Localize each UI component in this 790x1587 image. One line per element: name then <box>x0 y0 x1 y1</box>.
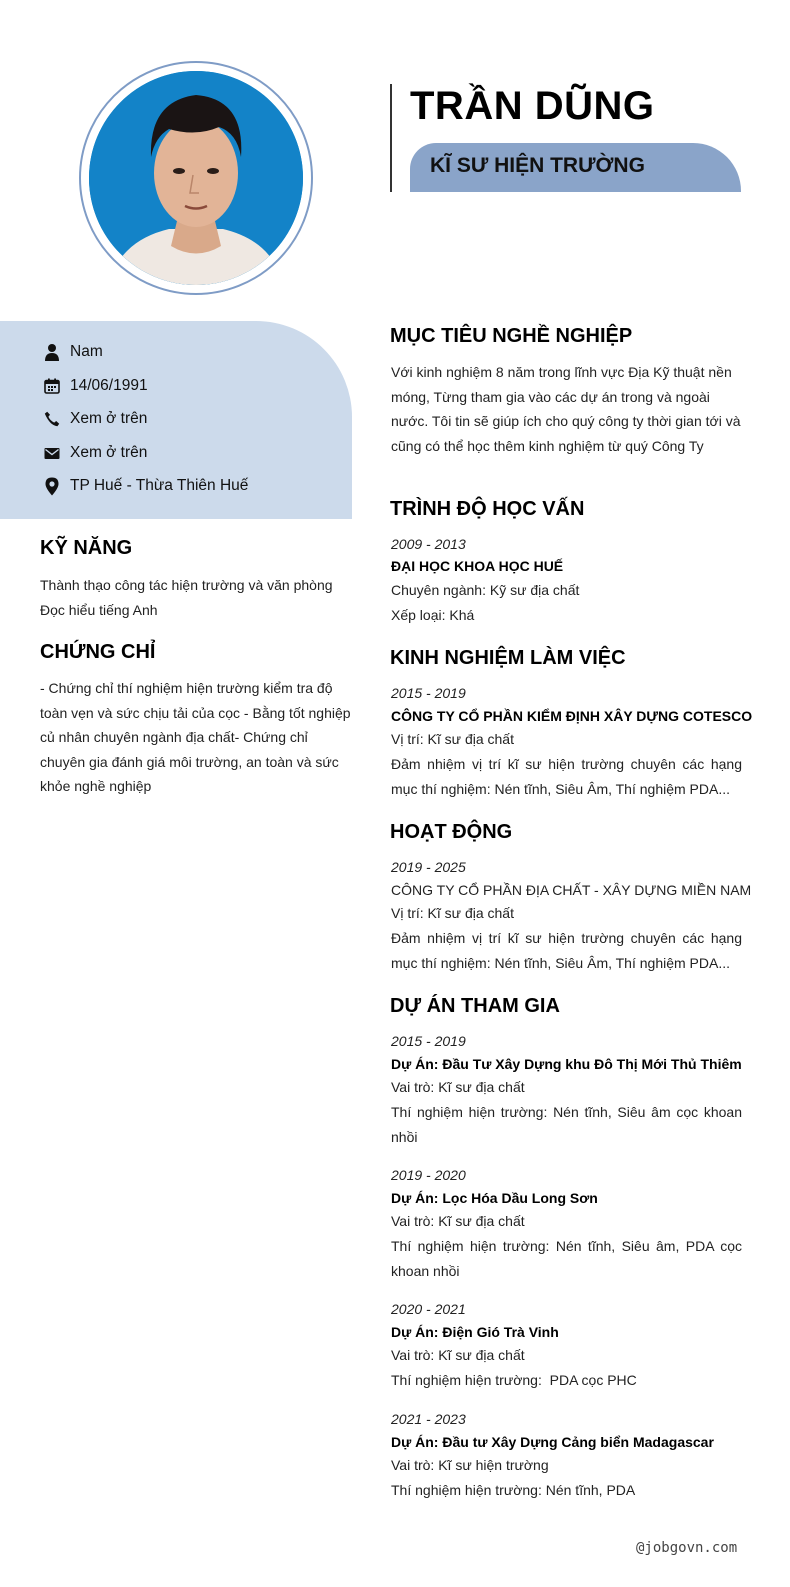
avatar-frame <box>79 61 313 295</box>
portrait-illustration <box>89 71 303 285</box>
location-pin-icon <box>42 476 62 496</box>
project-tests: Thí nghiệm hiện trường: PDA cọc PHC <box>391 1372 637 1388</box>
birthday-text: 14/06/1991 <box>70 377 148 394</box>
project-tests: Thí nghiệm hiện trường: Nén tĩnh, PDA <box>391 1482 636 1498</box>
certificates-heading: CHỨNG CHỈ <box>40 641 156 663</box>
email-text: Xem ở trên <box>70 444 148 461</box>
projects-heading: DỰ ÁN THAM GIA <box>390 995 560 1017</box>
activities-heading: HOẠT ĐỘNG <box>390 821 513 843</box>
project-role: Vai trò: Kĩ sư địa chất <box>391 1213 525 1229</box>
gender-text: Nam <box>70 343 103 360</box>
project-period: 2021 - 2023 <box>391 1411 466 1427</box>
project-period: 2020 - 2021 <box>391 1301 466 1317</box>
project-role: Vai trò: Kĩ sư địa chất <box>391 1347 525 1363</box>
experience-position: Vị trí: Kĩ sư địa chất <box>391 731 514 747</box>
contact-gender <box>42 340 103 364</box>
activities-position: Vị trí: Kĩ sư địa chất <box>391 905 514 921</box>
job-title: KĨ SƯ HIỆN TRƯỜNG <box>430 154 645 177</box>
project-period: 2015 - 2019 <box>391 1033 466 1049</box>
name-divider <box>390 84 392 192</box>
project-role: Vai trò: Kĩ sư địa chất <box>391 1079 525 1095</box>
candidate-name: TRẦN DŨNG <box>410 84 655 128</box>
experience-description: Đảm nhiệm vị trí kĩ sư hiện trường chuyên các hạng mục thí nghiệm: Nén tĩnh, Siêu Âm, Thí nghiệm PDA... <box>391 756 742 797</box>
project-name: Dự Án: Lọc Hóa Dầu Long Sơn <box>391 1190 598 1206</box>
contact-phone <box>42 407 147 431</box>
phone-icon <box>42 409 62 429</box>
experience-company: CÔNG TY CỔ PHẦN KIỂM ĐỊNH XÂY DỰNG COTESCO <box>391 708 753 724</box>
avatar-photo <box>89 71 303 285</box>
job-title-banner <box>410 143 741 192</box>
education-major: Chuyên ngành: Kỹ sư địa chất <box>391 582 580 598</box>
education-period: 2009 - 2013 <box>391 536 466 552</box>
project-name: Dự Án: Đầu Tư Xây Dựng khu Đô Thị Mới Thủ Thiêm <box>391 1056 742 1072</box>
activities-period: 2019 - 2025 <box>391 859 466 875</box>
education-school: ĐẠI HỌC KHOA HỌC HUẾ <box>391 558 564 574</box>
mail-icon <box>42 443 62 463</box>
skill-item: Thành thạo công tác hiện trường và văn phòng <box>40 577 333 593</box>
objective-text: Với kinh nghiệm 8 năm trong lĩnh vực Địa Kỹ thuật nền móng, Từng tham gia vào các dự án trong và ngoài nước. Tôi tin sẽ giúp ích cho quý công ty thời gian tới và cũng có thể học thêm kinh nghiệm từ quý Công Ty <box>391 364 741 454</box>
certificates-text: - Chứng chỉ thí nghiệm hiện trường kiểm tra độ toàn vẹn và sức chịu tải của cọc - Bằng tốt nghiệp củ nhân chuyên ngành địa chất- Chứng chỉ chuyên gia đánh giá môi trường, an toàn và sức khỏe nghề nghiệp <box>40 680 351 794</box>
experience-period: 2015 - 2019 <box>391 685 466 701</box>
address-text: TP Huế - Thừa Thiên Huế <box>70 477 249 494</box>
experience-heading: KINH NGHIỆM LÀM VIỆC <box>390 647 626 669</box>
calendar-icon <box>42 376 62 396</box>
contact-address <box>42 474 248 498</box>
project-tests: Thí nghiệm hiện trường: Nén tĩnh, Siêu âm cọc khoan nhồi <box>391 1104 742 1145</box>
contact-email <box>42 441 147 465</box>
project-role: Vai trò: Kĩ sư hiện trường <box>391 1457 549 1473</box>
education-heading: TRÌNH ĐỘ HỌC VẤN <box>390 498 585 520</box>
watermark-text: @jobgovn.com <box>636 1540 738 1556</box>
phone-text: Xem ở trên <box>70 410 148 427</box>
activities-company: CÔNG TY CỔ PHẦN ĐỊA CHẤT - XÂY DỰNG MIỀN NAM <box>391 882 752 898</box>
activities-description: Đảm nhiệm vị trí kĩ sư hiện trường chuyên các hạng mục thí nghiệm: Nén tĩnh, Siêu Âm, Thí nghiệm PDA... <box>391 930 742 971</box>
objective-heading: MỤC TIÊU NGHỀ NGHIỆP <box>390 325 633 347</box>
project-name: Dự Án: Đầu tư Xây Dựng Cảng biển Madagascar <box>391 1434 714 1450</box>
contact-birthday <box>42 374 148 398</box>
skills-heading: KỸ NĂNG <box>40 537 133 559</box>
project-name: Dự Án: Điện Gió Trà Vinh <box>391 1324 559 1340</box>
project-tests: Thí nghiệm hiện trường: Nén tĩnh, Siêu âm, PDA cọc khoan nhồi <box>391 1238 742 1279</box>
project-period: 2019 - 2020 <box>391 1167 466 1183</box>
skills-list <box>40 573 352 622</box>
education-grade: Xếp loại: Khá <box>391 607 475 623</box>
user-icon <box>42 342 62 362</box>
skill-item: Đọc hiểu tiếng Anh <box>40 601 158 618</box>
